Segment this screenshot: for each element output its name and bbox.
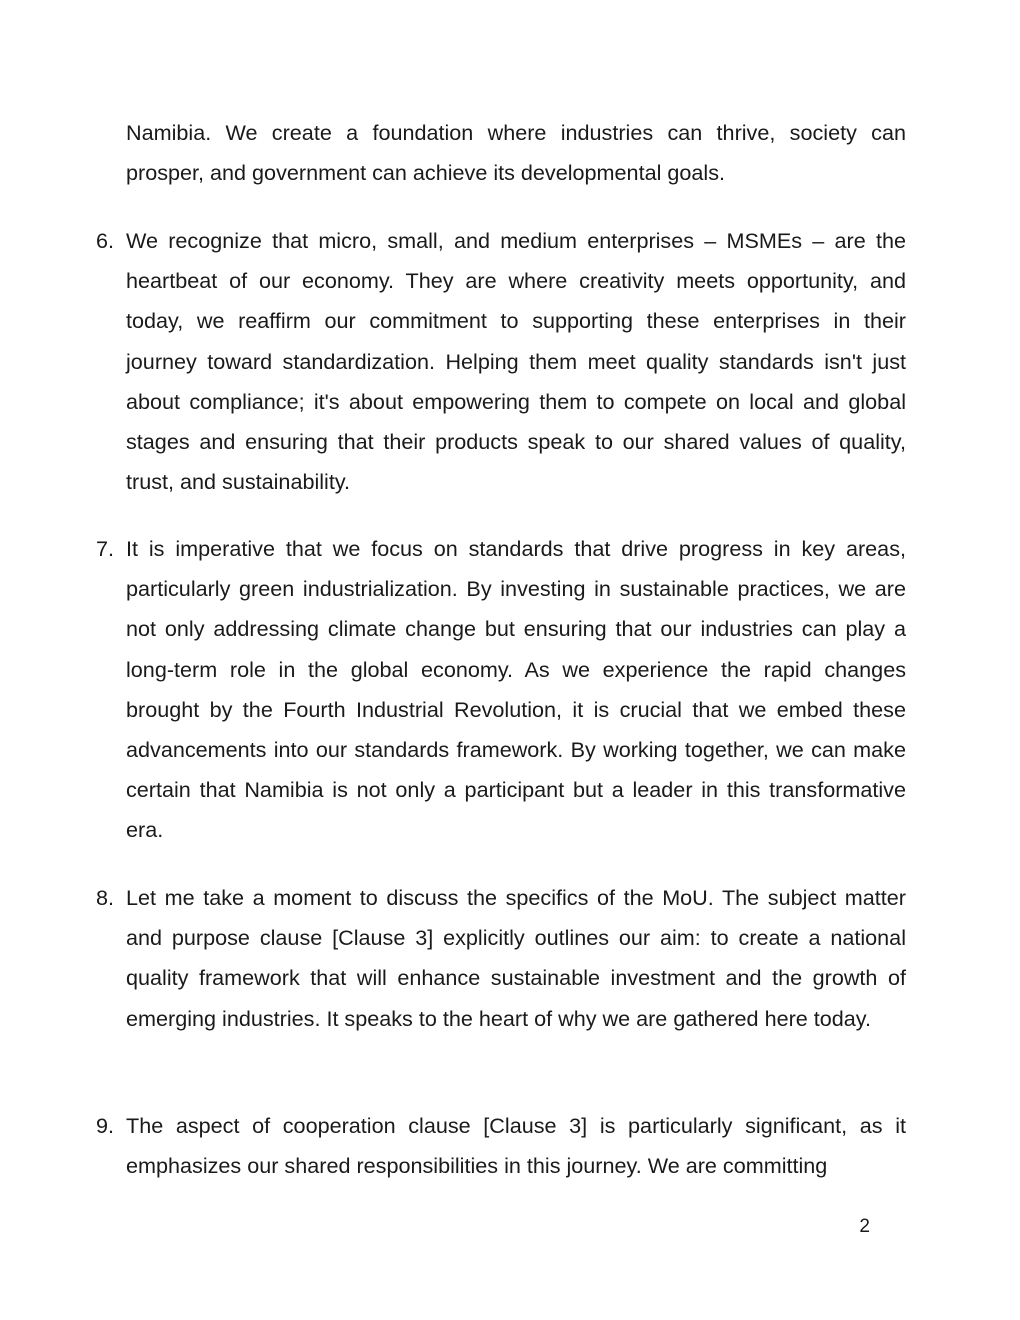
paragraph-number-6: 6. (96, 228, 115, 253)
paragraph-number-8: 8. (96, 885, 115, 910)
paragraph-number-7: 7. (96, 536, 115, 561)
paragraph-7: It is imperative that we focus on standards that drive progress in key areas, particularly green industrialization. By investing in sustainable practices, we are not only addressing climate change but ensuring that our industries can play a long-term role in the global economy. As we experience the rapid changes brought by the Fourth Industrial Revolution, it is crucial that we embed these advancements into our standards framework. By working together, we can make certain that Namibia is not only a participant but a leader in this transformative era. (126, 536, 906, 843)
paragraph-9: The aspect of cooperation clause [Clause 3] is particularly significant, as it emphasizes our shared responsibilities in this journey. We are committing (126, 1113, 906, 1179)
paragraph-6: We recognize that micro, small, and medium enterprises – MSMEs – are the heartbeat of our economy. They are where creativity meets opportunity, and today, we reaffirm our commitment to supporting these enterprises in their journey toward standardization. Helping them meet quality standards isn't just about compliance; it's about empowering them to compete on local and global stages and ensuring that their products speak to our shared values of quality, trust, and sustainability. (126, 228, 906, 495)
continuation-paragraph: Namibia. We create a foundation where industries can thrive, society can prosper, and government can achieve its developmental goals. (126, 120, 906, 186)
paragraph-8: Let me take a moment to discuss the specifics of the MoU. The subject matter and purpose clause [Clause 3] explicitly outlines our aim: to create a national quality framework that will enhance sustainable investment and the growth of emerging industries. It speaks to the heart of why we are gathered here today. (126, 885, 906, 1031)
page-number: 2 (859, 1216, 870, 1237)
paragraph-number-9: 9. (96, 1113, 115, 1138)
